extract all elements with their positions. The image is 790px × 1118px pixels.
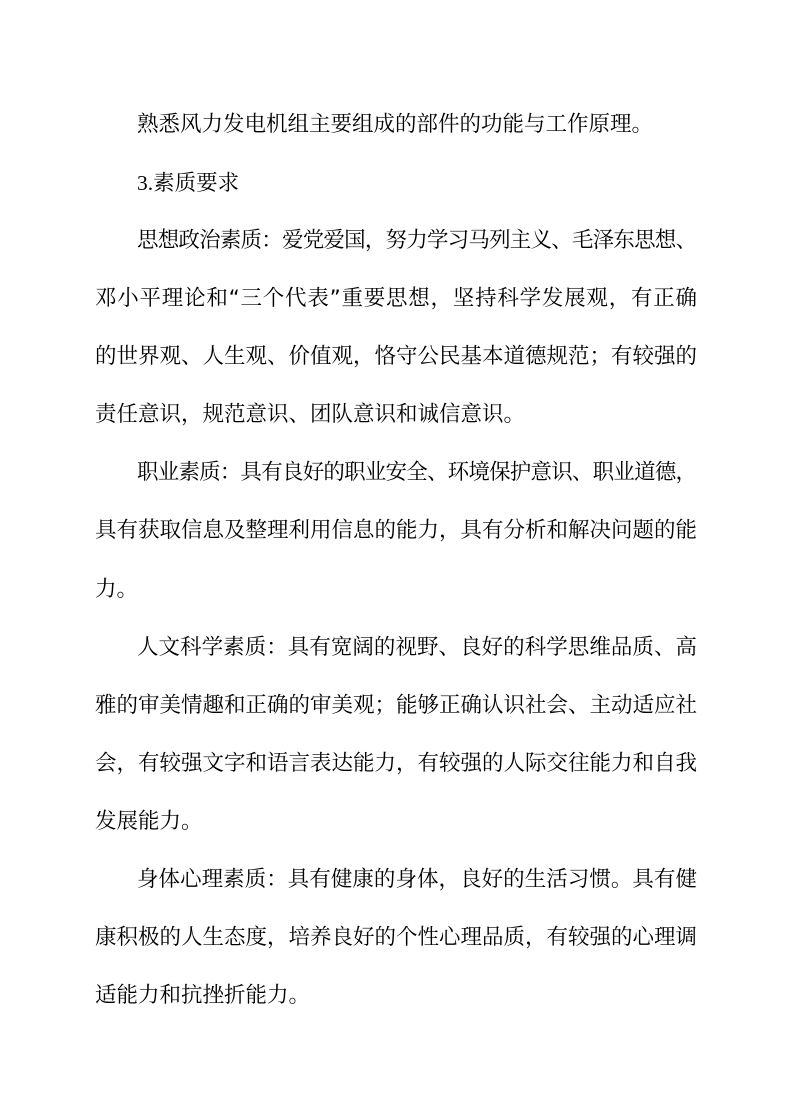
text-line [95, 793, 697, 851]
text-line-content: 人文科学素质：具有宽阔的视野、良好的科学思维品质、高 [137, 634, 698, 660]
text-line [95, 735, 697, 793]
text-line [95, 212, 697, 270]
text-line-content: 思想政治素质：爱党爱国，努力学习马列主义、毛泽东思想、 [137, 228, 697, 254]
text-line [95, 444, 697, 502]
text-line [95, 619, 697, 677]
text-line [95, 386, 697, 444]
text-line [95, 677, 697, 735]
section-heading-text: 3.素质要求 [137, 171, 240, 196]
text-line-content: 力。 [95, 576, 139, 602]
paragraph-political-quality [95, 212, 697, 444]
paragraph-physical-mental-quality [95, 851, 697, 1025]
document-body [95, 96, 697, 1025]
text-line [95, 967, 697, 1025]
text-line-content: 的世界观、人生观、价值观，恪守公民基本道德规范；有较强的 [95, 344, 697, 370]
text-line-content: 适能力和抗挫折能力。 [95, 982, 311, 1008]
text-line [95, 96, 697, 154]
text-line [95, 328, 697, 386]
text-line [95, 502, 697, 560]
text-line-content: 熟悉风力发电机组主要组成的部件的功能与工作原理。 [137, 112, 654, 137]
text-line-content: 发展能力。 [95, 808, 203, 834]
text-line-content: 康积极的人生态度，培养良好的个性心理品质，有较强的心理调 [95, 924, 697, 950]
text-line-content: 身体心理素质：具有健康的身体，良好的生活习惯。具有健 [137, 866, 698, 892]
paragraph-humanities-quality [95, 619, 697, 851]
section-heading-line [95, 154, 697, 212]
text-line [95, 270, 697, 328]
paragraph-intro [95, 96, 697, 154]
text-line-content: 雅的审美情趣和正确的审美观；能够正确认识社会、主动适应社 [95, 692, 697, 718]
text-line [95, 851, 697, 909]
text-line-content: 具有获取信息及整理利用信息的能力，具有分析和解决问题的能 [95, 518, 697, 544]
text-line [95, 561, 697, 619]
section-heading [95, 154, 697, 212]
text-line-content: 职业素质：具有良好的职业安全、环境保护意识、职业道德， [137, 460, 697, 486]
text-line-content: 会，有较强文字和语言表达能力，有较强的人际交往能力和自我 [95, 750, 697, 776]
text-line [95, 909, 697, 967]
text-line-content: 邓小平理论和“三个代表”重要思想，坚持科学发展观，有正确 [95, 286, 698, 312]
text-line-content: 责任意识，规范意识、团队意识和诚信意识。 [95, 402, 526, 428]
paragraph-professional-quality [95, 444, 697, 618]
